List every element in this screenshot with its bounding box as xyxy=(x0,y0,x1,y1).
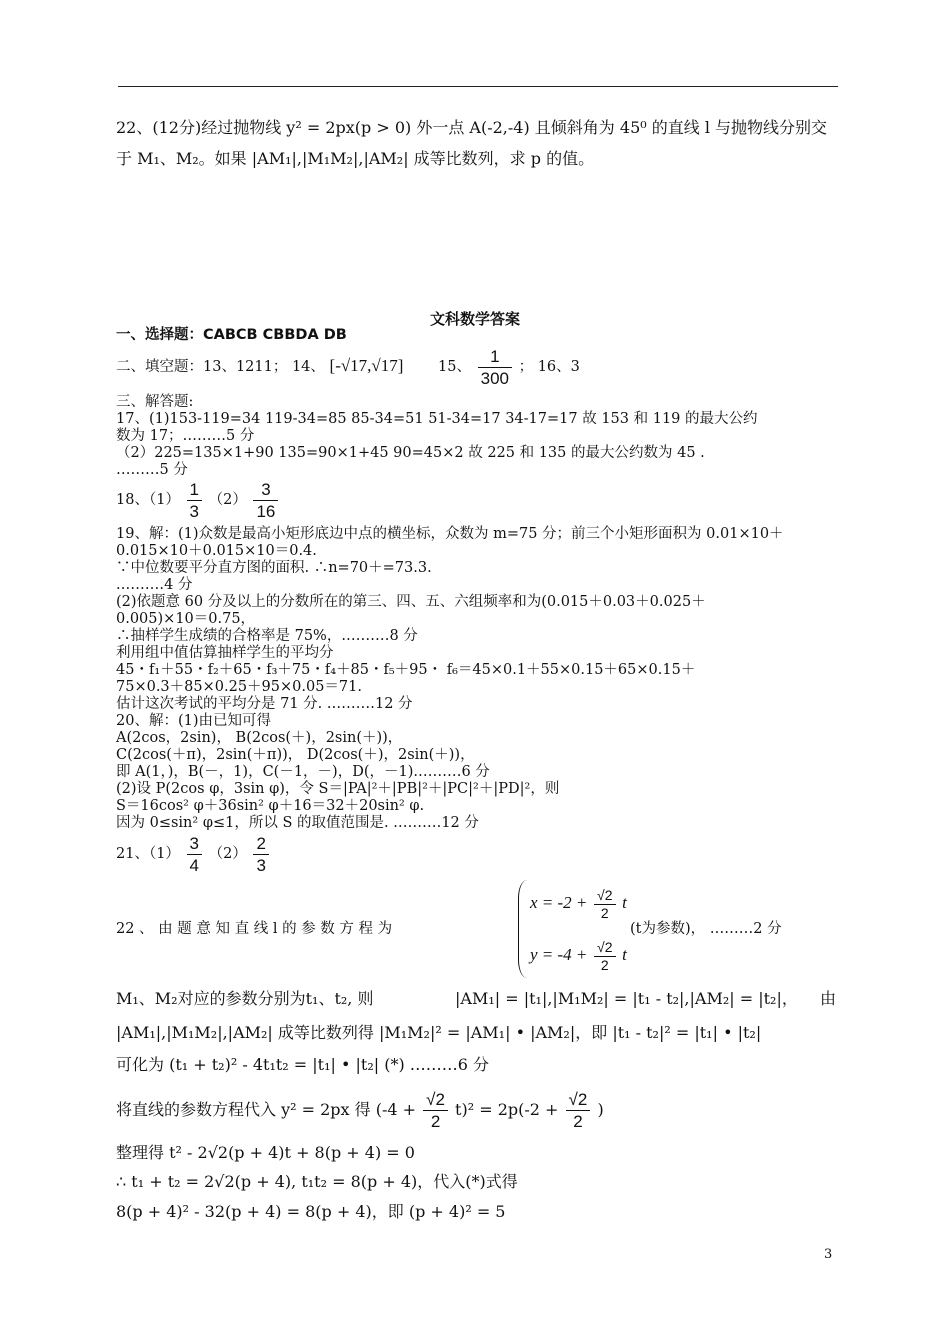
q17-line-1: 17、(1)153-119=34 119-34=85 85-34=51 51-34=17 34-17=17 故 153 和 119 的最大公约 xyxy=(116,411,758,427)
fill-14-interval: [-√17,√17] xyxy=(329,356,404,375)
system-x-fraction xyxy=(594,887,615,922)
fraction-denominator: 300 xyxy=(480,368,509,388)
q22-line-5-fraction-b xyxy=(566,1089,591,1132)
q21-fraction-b xyxy=(253,833,268,876)
fraction-numerator: 3 xyxy=(253,479,278,501)
q20-line-3: C(2cos(＋π)，2sin(＋π))， D(2cos(＋)，2sin(＋))， xyxy=(116,747,475,763)
fraction-numerator: √2 xyxy=(566,1089,591,1111)
system-y-t: t xyxy=(622,945,627,964)
q22-line-7: ∴ t₁ + t₂ = 2√2(p + 4), t₁t₂ = 8(p + 4)，代入(*)式得 xyxy=(116,1172,518,1191)
q18-mid: （2） xyxy=(208,492,247,508)
q22-line-6: 整理得 t² - 2√2(p + 4)t + 8(p + 4) = 0 xyxy=(116,1143,415,1162)
fill-15-label: 15、 xyxy=(438,359,471,375)
header-rule xyxy=(118,86,838,87)
q19-line-11: 估计这次考试的平均分是 71 分. .………12 分 xyxy=(116,696,413,712)
q20-line-6: S＝16cos² φ＋36sin² φ＋16＝32＋20sin² φ. xyxy=(116,798,425,814)
q22-line-5b: t)² = 2p(-2 + xyxy=(455,1100,559,1119)
q22-line-2b: |AM₁| = |t₁|,|M₁M₂| = |t₁ - t₂|,|AM₂| = |t₂|， xyxy=(455,989,798,1008)
q22-line-5-fraction-a xyxy=(423,1089,448,1132)
system-x-t: t xyxy=(622,893,627,912)
q18-fraction-b xyxy=(253,479,278,522)
fraction-denominator: 3 xyxy=(189,501,200,521)
fraction-denominator: 4 xyxy=(189,855,200,875)
q20-line-2: A(2cos，2sin)， B(2cos(＋)，2sin(＋))， xyxy=(116,730,403,746)
fraction-numerator: 3 xyxy=(187,833,202,855)
system-x-prefix: x = -2 + xyxy=(530,893,588,912)
problem-22-line-2: 于 M₁、M₂。如果 |AM₁|,|M₁M₂|,|AM₂| 成等比数列，求 p 的值。 xyxy=(116,149,595,168)
q22-line-2c: 由 xyxy=(820,989,837,1008)
fraction-numerator: 1 xyxy=(187,479,202,501)
fraction-numerator: 2 xyxy=(253,833,268,855)
q17-line-3: （2）225=135×1+90 135=90×1+45 90=45×2 故 225 和 135 的最大公约数为 45 . xyxy=(116,445,705,461)
fraction-denominator: 2 xyxy=(600,904,609,921)
q18-label: 18、（1） xyxy=(116,492,180,508)
q20-line-5: (2)设 P(2cos φ，3sin φ)，令 S＝|PA|²＋|PB|²＋|PC|²＋|PD|²，则 xyxy=(116,781,560,797)
fraction-numerator: √2 xyxy=(594,939,615,957)
fraction-denominator: 2 xyxy=(430,1112,441,1131)
fraction-numerator: √2 xyxy=(423,1089,448,1111)
fraction-denominator: 2 xyxy=(573,1112,583,1131)
q19-line-2: 0.015×10＋0.015×10＝0.4. xyxy=(116,543,317,559)
q19-line-6: 0.005)×10＝0.75， xyxy=(116,611,256,627)
fill-15-fraction xyxy=(478,346,512,389)
page-number: 3 xyxy=(824,1247,833,1262)
system-y-equation xyxy=(530,932,627,979)
fraction-denominator: 16 xyxy=(256,501,276,521)
choice-answers: 一、选择题：CABCB CBBDA DB xyxy=(116,327,347,343)
q22-line-3: |AM₁|,|M₁M₂|,|AM₂| 成等比数列得 |M₁M₂|² = |AM₁| • |AM₂|，即 |t₁ - t₂|² = |t₁| • |t₂| xyxy=(116,1023,762,1042)
q22-line-5c: ) xyxy=(597,1100,604,1119)
q21-mid: （2） xyxy=(208,846,247,862)
q20-line-1: 20、解：(1)由已知可得 xyxy=(116,713,271,729)
system-brace xyxy=(518,880,527,978)
system-y-prefix: y = -4 + xyxy=(530,945,588,964)
q19-line-3: ∵中位数要平分直方图的面积. ∴n=70＋=73.3. xyxy=(116,560,432,576)
problem-22-line-1: 22、(12分)经过抛物线 y² = 2px(p > 0) 外一点 A(-2,-4) 且倾斜角为 45⁰ 的直线 l 与抛物线分别交 xyxy=(116,118,828,137)
q19-line-9: 45・f₁＋55・f₂＋65・f₃＋75・f₄＋85・f₅＋95・ f₆＝45×0.1＋55×0.15＋65×0.15＋ xyxy=(116,662,696,678)
q19-line-1: 19、解：(1)众数是最高小矩形底边中点的横坐标，众数为 m=75 分；前三个小矩形面积为 0.01×10＋ xyxy=(116,526,784,542)
answer-title: 文科数学答案 xyxy=(429,310,520,328)
solve-heading: 三、解答题: xyxy=(116,394,194,410)
q22-line-2a: M₁、M₂对应的参数分别为t₁、t₂, 则 xyxy=(116,989,374,1008)
q22-line-8: 8(p + 4)² - 32(p + 4) = 8(p + 4)，即 (p + 4)² = 5 xyxy=(116,1202,506,1221)
q18-answer xyxy=(116,476,280,524)
system-y-fraction xyxy=(594,939,615,974)
fraction-denominator: 3 xyxy=(256,855,266,875)
q19-line-4: .………4 分 xyxy=(116,577,193,593)
fill-answers xyxy=(116,345,580,389)
q19-line-10: 75×0.3＋85×0.25＋95×0.05＝71. xyxy=(116,679,362,695)
q21-fraction-a xyxy=(187,833,202,876)
q21-answer xyxy=(116,830,271,878)
q18-fraction-a xyxy=(187,479,202,522)
q19-line-8: 利用组中值估算抽样学生的平均分 xyxy=(116,645,334,661)
q21-label: 21、（1） xyxy=(116,846,180,862)
q17-line-2: 数为 17；………5 分 xyxy=(116,428,255,444)
q22-intro: 22 、 由 题 意 知 直 线 l 的 参 数 方 程 为 xyxy=(116,921,393,937)
fill-prefix: 二、填空题：13、1211； 14、 xyxy=(116,359,325,375)
q19-line-5: (2)依题意 60 分及以上的分数所在的第三、四、五、六组频率和为(0.015＋0.03＋0.025＋ xyxy=(116,594,706,610)
q17-line-4: ………5 分 xyxy=(116,462,188,478)
fraction-numerator: 1 xyxy=(478,346,512,368)
fraction-numerator: √2 xyxy=(594,887,615,905)
fill-16: ； 16、3 xyxy=(518,359,580,375)
fraction-denominator: 2 xyxy=(600,956,609,973)
q20-line-4: 即 A(1，)，B(－，1)，C(－1，－)，D(，－1).………6 分 xyxy=(116,764,490,780)
q22-line-5 xyxy=(116,1086,604,1134)
system-note: (t为参数)， ………2 分 xyxy=(630,921,782,937)
q22-line-5a: 将直线的参数方程代入 y² = 2px 得 (-4 + xyxy=(116,1100,417,1119)
q22-line-4: 可化为 (t₁ + t₂)² - 4t₁t₂ = |t₁| • |t₂| (*) ………6 分 xyxy=(116,1055,490,1074)
system-x-equation xyxy=(530,880,627,927)
q19-line-7: ∴抽样学生成绩的合格率是 75%，.………8 分 xyxy=(116,628,418,644)
q20-line-7: 因为 0≤sin² φ≤1，所以 S 的取值范围是. .………12 分 xyxy=(116,815,479,831)
